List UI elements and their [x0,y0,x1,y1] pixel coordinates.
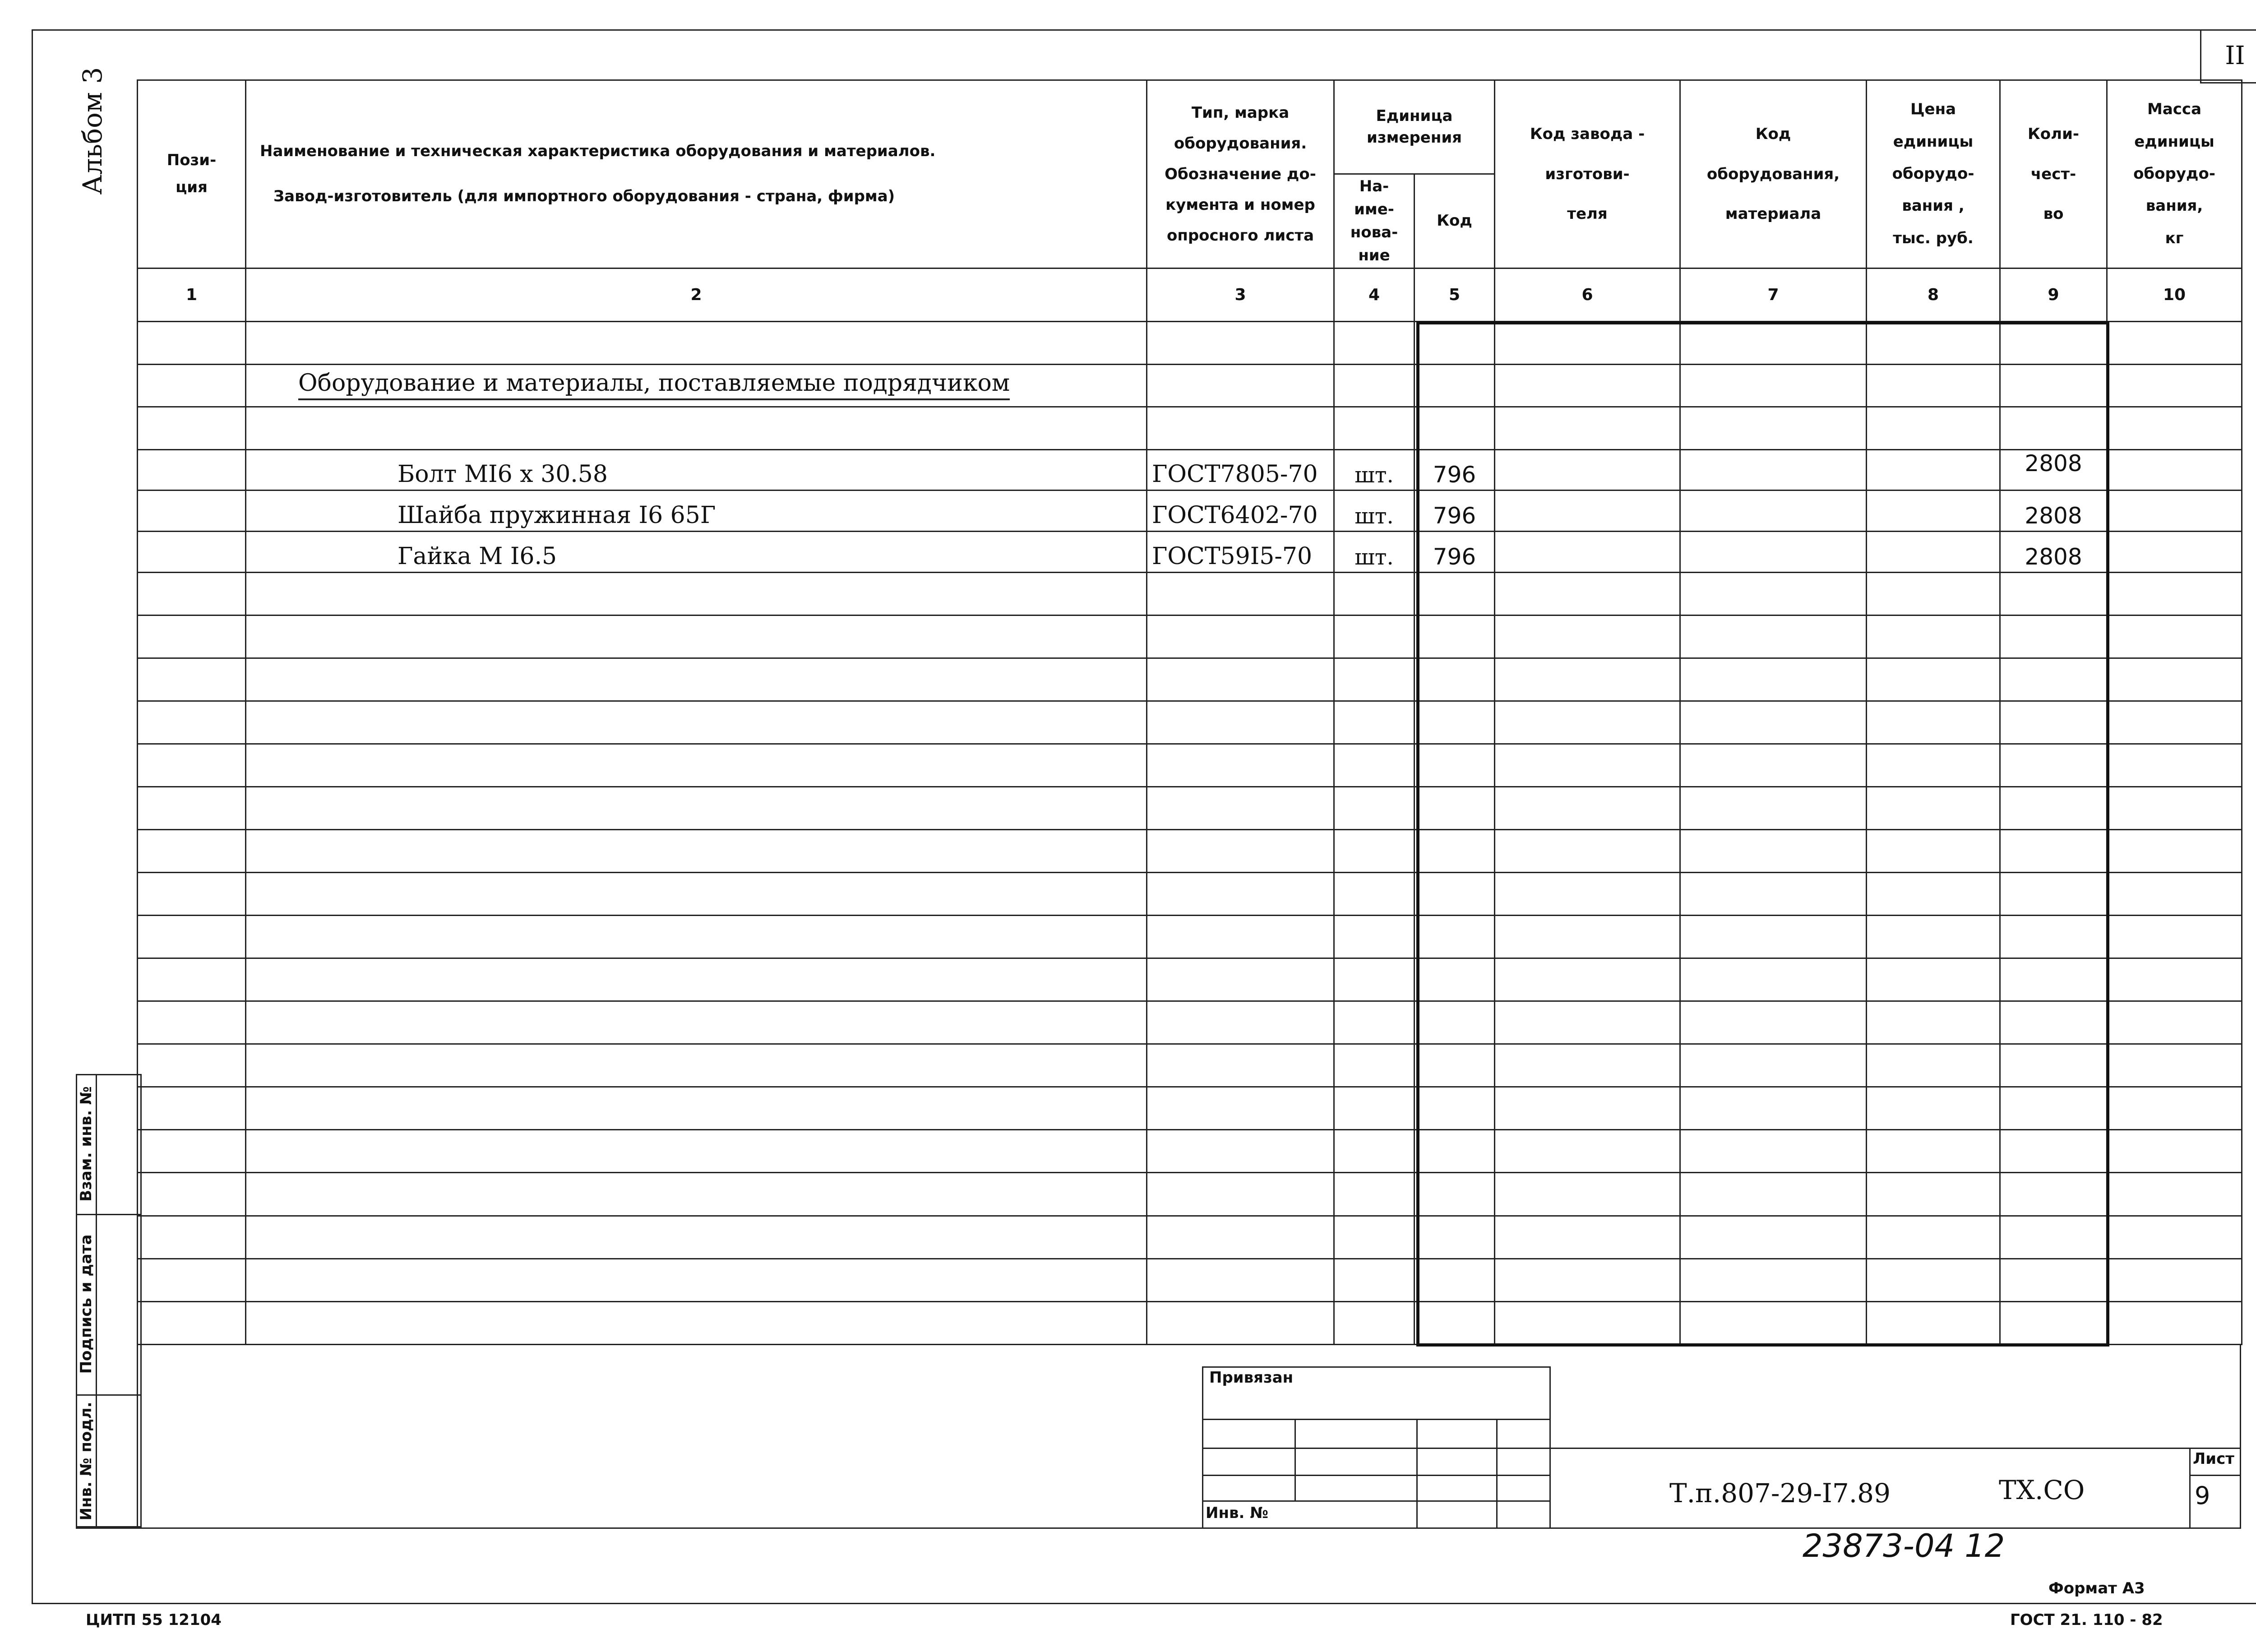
header-type: Тип, марка оборудования. Обозначение до- кумента и номер опросного листа [1147,80,1334,268]
table-row [138,1001,2242,1044]
table-cell [2107,873,2242,916]
table-row [138,701,2242,744]
table-row [138,407,2242,450]
table-row [138,1216,2242,1259]
table-cell [1867,873,2000,916]
table-cell [1680,615,1867,658]
table-cell [2000,829,2107,872]
table-cell [1147,701,1334,744]
table-cell [1680,829,1867,872]
specification-table [137,79,2242,1345]
table-cell [1334,1087,1415,1130]
table-cell [1147,572,1334,615]
table-cell [138,1173,246,1216]
col-number: 5 [1415,268,1495,322]
table-cell [2000,1087,2107,1130]
table-cell [1147,787,1334,829]
table-cell [1680,873,1867,916]
table-cell [1415,1173,1495,1216]
table-cell [1867,615,2000,658]
table-cell [1415,958,1495,1001]
table-cell [246,829,1147,872]
table-cell [1334,916,1415,958]
table-cell [1495,1216,1680,1259]
table-cell [1495,1044,1680,1087]
col-number: 10 [2107,268,2242,322]
header-unit-name: На- име- нова- ние [1334,174,1415,268]
table-cell [2107,1173,2242,1216]
table-cell [1334,787,1415,829]
table-row [138,829,2242,872]
table-row [138,1087,2242,1130]
handwritten-number: 23873-04 12 [1803,1527,2005,1564]
table-cell [138,615,246,658]
table-cell [1495,787,1680,829]
table-cell [138,1216,246,1259]
table-cell [1867,787,2000,829]
table-cell [2000,916,2107,958]
table-cell [1334,701,1415,744]
table-cell [246,744,1147,787]
table-cell [1415,615,1495,658]
table-cell [2107,1044,2242,1087]
table-cell [1495,658,1680,701]
table-cell [1147,615,1334,658]
table-cell [1415,1130,1495,1173]
table-cell [1334,958,1415,1001]
table-cell [1680,958,1867,1001]
table-cell [2000,744,2107,787]
table-cell [1495,1087,1680,1130]
table-row [138,873,2242,916]
table-cell [1680,1173,1867,1216]
table-cell [1334,658,1415,701]
table-cell [1147,1044,1334,1087]
table-cell [1680,701,1867,744]
table-cell [1147,1216,1334,1259]
table-row [138,1259,2242,1301]
table-cell [138,916,246,958]
table-cell [1147,658,1334,701]
table-cell [2000,572,2107,615]
item-name: Гайка М I6.5 [246,532,1147,573]
table-cell [138,1130,246,1173]
table-row [138,322,2242,365]
table-cell [1495,829,1680,872]
table-cell [2000,873,2107,916]
table-cell [1334,1044,1415,1087]
table-cell [2000,615,2107,658]
col-number: 3 [1147,268,1334,322]
section-title: Оборудование и материалы, поставляемые подрядчиком [298,370,1010,400]
table-row [138,364,2242,407]
table-cell [1147,1087,1334,1130]
table-cell [1415,1259,1495,1301]
header-position: Пози- ция [138,80,246,268]
table-cell [138,572,246,615]
table-cell [138,787,246,829]
table-cell [246,1216,1147,1259]
table-cell [1415,1044,1495,1087]
item-unit-code: 796 [1415,532,1495,573]
table-cell [138,658,246,701]
table-row [138,658,2242,701]
format-label: Формат А3 [2048,1579,2145,1597]
table-row [138,1130,2242,1173]
table-cell [1680,572,1867,615]
table-cell [1415,829,1495,872]
table-cell [1680,1130,1867,1173]
table-cell [1415,1087,1495,1130]
header-quantity: Коли- чест- во [2000,80,2107,268]
table-cell [246,572,1147,615]
table-cell [2107,787,2242,829]
table-cell [1867,1087,2000,1130]
table-cell [138,701,246,744]
table-cell [246,658,1147,701]
table-cell [246,873,1147,916]
table-cell [2000,1301,2107,1344]
table-cell [2107,958,2242,1001]
table-cell [1867,1301,2000,1344]
table-cell [1680,1216,1867,1259]
table-cell [1334,744,1415,787]
privyazan-block [1202,1366,1551,1527]
header-unit-code: Код [1415,174,1495,268]
list-label: Лист [2193,1450,2234,1468]
table-cell [1147,744,1334,787]
table-cell [2107,1001,2242,1044]
table-cell [1495,1301,1680,1344]
table-cell [1867,572,2000,615]
table-cell [1334,1173,1415,1216]
table-cell [138,829,246,872]
table-cell [1415,1216,1495,1259]
item-doc: ГОСТ59I5-70 [1147,532,1334,573]
table-cell [1147,1173,1334,1216]
table-cell [246,1259,1147,1301]
table-cell [1495,1001,1680,1044]
privyazan-label: Привязан [1209,1369,1294,1387]
table-cell [246,1173,1147,1216]
table-cell [246,1301,1147,1344]
table-cell [2107,701,2242,744]
item-unit: шт. [1334,449,1415,491]
table-cell [1680,1001,1867,1044]
table-cell [1495,916,1680,958]
table-cell [1867,1001,2000,1044]
table-cell [1147,1001,1334,1044]
table-cell [1867,701,2000,744]
item-qty: 2808 [2000,532,2107,573]
table-cell [1680,1301,1867,1344]
footer-left-code: ЦИТП 55 12104 [86,1611,222,1629]
header-unit-group: Единица измерения [1334,80,1495,174]
table-row [138,491,2242,532]
table-cell [246,916,1147,958]
table-cell [2107,615,2242,658]
column-number-row [138,268,2242,322]
table-cell [1867,916,2000,958]
table-cell [1334,1001,1415,1044]
item-qty: 2808 [2000,491,2107,532]
col-number: 1 [138,268,246,322]
table-row [138,449,2242,491]
item-doc: ГОСТ7805-70 [1147,449,1334,491]
table-cell [2000,1044,2107,1087]
table-cell [2107,572,2242,615]
table-cell [246,1130,1147,1173]
table-cell [2107,916,2242,958]
table-cell [138,744,246,787]
side-label-podpis: Подпись и дата [77,1234,95,1374]
table-cell [2000,1001,2107,1044]
table-cell [138,1301,246,1344]
table-cell [2000,1259,2107,1301]
table-cell [1415,1301,1495,1344]
table-cell [2000,1173,2107,1216]
table-cell [1334,1216,1415,1259]
table-cell [138,1044,246,1087]
album-label: Альбом 3 [77,67,108,195]
side-label-vzam: Взам. инв. № [77,1086,95,1202]
table-cell [1415,1001,1495,1044]
table-cell [1334,873,1415,916]
item-unit: шт. [1334,491,1415,532]
header-mass: Масса единицы оборудо- вания, кг [2107,80,2242,268]
table-row [138,615,2242,658]
table-cell [138,873,246,916]
table-cell [1495,873,1680,916]
table-cell [1680,916,1867,958]
table-cell [2107,1216,2242,1259]
table-cell [2000,958,2107,1001]
table-cell [246,958,1147,1001]
table-cell [1867,1259,2000,1301]
table-cell [1147,916,1334,958]
table-cell [2107,1301,2242,1344]
item-unit-code: 796 [1415,449,1495,491]
header-factory-code: Код завода - изготови- теля [1495,80,1680,268]
table-cell [1867,744,2000,787]
table-cell [2000,1130,2107,1173]
table-cell [1680,1087,1867,1130]
table-cell [1495,1259,1680,1301]
item-name: Болт МI6 х 30.58 [246,449,1147,491]
document-code: Т.п.807-29-I7.89 [1669,1478,1891,1509]
table-row [138,532,2242,573]
table-cell [1415,787,1495,829]
item-unit: шт. [1334,532,1415,573]
table-cell [1415,572,1495,615]
header-name: Наименование и техническая характеристика оборудования и материалов. Завод-изготовитель (для импортного оборудования - страна, фирма) [246,80,1147,268]
table-cell [1867,658,2000,701]
item-unit-code: 796 [1415,491,1495,532]
table-cell [1680,1259,1867,1301]
table-cell [1680,744,1867,787]
inv-no-label: Инв. № [1206,1504,1269,1522]
table-cell [246,1044,1147,1087]
table-cell [1495,572,1680,615]
table-cell [1147,958,1334,1001]
table-cell [138,1001,246,1044]
table-cell [1147,873,1334,916]
table-cell [2000,658,2107,701]
table-cell [138,1087,246,1130]
table-cell [2107,1259,2242,1301]
col-number: 7 [1680,268,1867,322]
table-cell [1334,615,1415,658]
table-cell [138,958,246,1001]
table-cell [2107,829,2242,872]
table-cell [1495,1173,1680,1216]
table-cell [246,787,1147,829]
table-cell [246,615,1147,658]
table-cell [1495,1130,1680,1173]
table-row [138,787,2242,829]
col-number: 9 [2000,268,2107,322]
table-row [138,958,2242,1001]
table-cell [1415,744,1495,787]
table-cell [1680,787,1867,829]
table-cell [1867,1130,2000,1173]
table-cell [1334,1301,1415,1344]
table-cell [1415,701,1495,744]
header-price: Цена единицы оборудо- вания , тыс. руб. [1867,80,2000,268]
table-cell [1495,958,1680,1001]
table-cell [2000,1216,2107,1259]
table-cell [2107,658,2242,701]
table-cell [1867,1044,2000,1087]
table-row [138,1044,2242,1087]
table-cell [1867,1216,2000,1259]
table-cell [1495,615,1680,658]
table-row [138,1301,2242,1344]
table-cell [1495,701,1680,744]
table-cell [138,1259,246,1301]
table-cell [2107,1087,2242,1130]
table-row [138,572,2242,615]
table-cell [1867,958,2000,1001]
table-cell [1415,916,1495,958]
item-qty: 2808 [2000,449,2107,491]
table-cell [1415,873,1495,916]
table-cell [1867,1173,2000,1216]
table-cell [1147,1259,1334,1301]
table-cell [1334,829,1415,872]
table-cell [246,701,1147,744]
table-cell [1334,1130,1415,1173]
col-number: 8 [1867,268,2000,322]
table-cell [1147,1130,1334,1173]
table-row [138,744,2242,787]
table-cell [1680,1044,1867,1087]
side-label-inv: Инв. № подл. [77,1402,95,1521]
col-number: 4 [1334,268,1415,322]
list-number: 9 [2195,1481,2210,1510]
sheet-corner-number: II [2200,29,2256,83]
col-number: 2 [246,268,1147,322]
col-number: 6 [1495,268,1680,322]
table-cell [2000,701,2107,744]
table-cell [1147,1301,1334,1344]
table-cell [1680,658,1867,701]
document-mark: ТХ.СО [1999,1475,2085,1505]
table-cell [2000,787,2107,829]
table-cell [1867,829,2000,872]
table-cell [1334,572,1415,615]
table-cell [2107,1130,2242,1173]
header-equipment-code: Код оборудования, материала [1680,80,1867,268]
table-cell [1415,658,1495,701]
table-cell [1334,1259,1415,1301]
table-cell [246,1087,1147,1130]
table-cell [1147,829,1334,872]
footer-right-gost: ГОСТ 21. 110 - 82 [2010,1611,2163,1629]
item-doc: ГОСТ6402-70 [1147,491,1334,532]
table-row [138,916,2242,958]
table-cell [2107,744,2242,787]
table-cell [246,1001,1147,1044]
table-row [138,1173,2242,1216]
item-name: Шайба пружинная I6 65Г [246,491,1147,532]
table-cell [1495,744,1680,787]
